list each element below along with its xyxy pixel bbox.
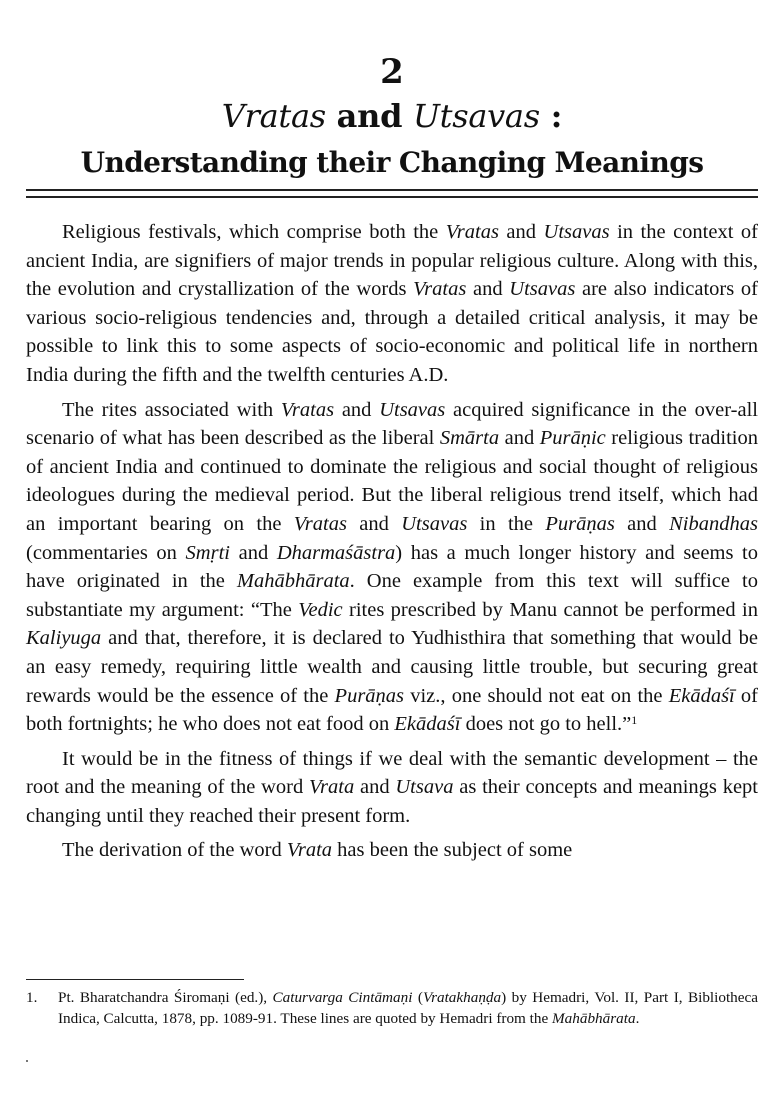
text-run: are also indicators of various socio-religious tendencies and, through a detailed critical analysis, it may be possible to link this to some aspects of socio-economic and political life in northern India during the fifth and the twelfth centuries A.D.	[26, 278, 758, 386]
text-run: viz., one should not eat on the	[404, 684, 669, 707]
italic-term: Utsavas	[509, 278, 576, 301]
italic-term: Nibandhas	[669, 512, 758, 535]
title-colon: :	[539, 97, 563, 135]
text-run: and	[346, 512, 402, 535]
chapter-title-line1	[26, 96, 758, 136]
italic-term: Utsava	[395, 776, 454, 799]
title-and: and	[325, 97, 414, 135]
text-run: religious tradition of ancient India and continued to dominate the religious and social thought of religious ideologues during the medieval period. But the liberal religious trend itself, which had an important bearing on the	[26, 427, 758, 535]
text-run: in the	[467, 512, 546, 535]
italic-term: Vrata	[286, 839, 333, 862]
italic-term: Caturvarga Cintāmaṇi	[272, 989, 413, 1006]
text-run: .	[635, 1009, 640, 1027]
title-rule-bottom	[26, 196, 758, 198]
italic-term: Vratas	[293, 512, 347, 535]
italic-term: Vratas	[413, 278, 467, 301]
text-run: The rites associated with	[62, 398, 281, 421]
footnote-ref: 1	[631, 713, 638, 728]
text-run: (	[412, 989, 423, 1006]
italic-term: Ekādaśī	[668, 684, 735, 707]
italic-term: Utsavas	[379, 398, 446, 421]
italic-term: Vratas	[445, 221, 499, 243]
text-run: does not go to hell.”	[460, 713, 632, 736]
text-run: as their concepts and meanings kept changing until they reached their present form.	[26, 776, 758, 827]
text-run: Pt. Bharatchandra Śiromaṇi (ed.),	[58, 989, 273, 1006]
text-run: and	[466, 278, 510, 301]
chapter-title-line2: Understanding their Changing Meanings	[80, 146, 704, 179]
footnote	[26, 988, 758, 1029]
paragraph	[26, 836, 758, 865]
text-run: and	[334, 398, 380, 421]
text-run: Religious festivals, which comprise both the	[62, 221, 446, 243]
paragraph	[26, 745, 758, 831]
text-run: and	[499, 427, 540, 450]
italic-term: Utsavas	[401, 512, 468, 535]
text-run: has been the subject of some	[332, 839, 573, 862]
text-run: and	[498, 221, 544, 243]
text-run: rites prescribed by Manu cannot be performed in	[342, 598, 758, 621]
italic-term: Mahābhārata	[552, 1009, 636, 1027]
text-run: The derivation of the word	[62, 839, 287, 862]
italic-term: Smārta	[439, 427, 500, 450]
text-run: and	[229, 541, 277, 564]
italic-term: Purāṇas	[334, 684, 405, 707]
text-run: acquired significance in the over-all scenario of what has been described as the liberal	[26, 398, 758, 450]
italic-term: Vrata	[309, 776, 355, 799]
italic-term: Purāṇic	[539, 427, 606, 450]
footnote-text	[58, 988, 758, 1029]
text-run: and	[354, 776, 396, 799]
italic-term: Vedic	[298, 598, 343, 621]
body-text	[26, 218, 758, 871]
text-run: and that, therefore, it is declared to Yudhisthira that something that would be an easy remedy, requiring little wealth and causing little trouble, but securing great rewards would be the essence of the	[26, 627, 758, 707]
title-vratas: Vratas	[221, 97, 326, 135]
italic-term: Vratakhaṇḍa	[422, 989, 502, 1006]
italic-term: Kaliyuga	[26, 627, 102, 650]
text-run: in the context of ancient India, are signifiers of major trends in popular religious culture. Along with this, the evolution and crystallization of the words	[26, 221, 758, 301]
title-rule-top	[26, 189, 758, 191]
text-run: . One example from this text will suffice to substantiate my argument: “The	[26, 570, 758, 621]
text-run: ) has a much longer history and seems to have originated in the	[26, 541, 758, 593]
italic-term: Vratas	[280, 398, 335, 421]
text-run: and	[614, 512, 670, 535]
text-run: of both fortnights; he who does not eat food on	[26, 684, 759, 736]
text-run: (commentaries on	[26, 541, 186, 564]
italic-term: Mahābhārata	[236, 570, 350, 593]
italic-term: Purāṇas	[545, 512, 615, 535]
paragraph	[26, 218, 758, 390]
italic-term: Utsavas	[543, 221, 610, 243]
scan-speck	[26, 1060, 28, 1062]
italic-term: Dharmaśāstra	[276, 541, 396, 564]
chapter-number: 2	[380, 52, 404, 92]
italic-term: Ekādaśī	[394, 713, 461, 736]
footnote-separator	[26, 979, 244, 980]
footnote-number: 1.	[26, 989, 38, 1006]
text-run: It would be in the fitness of things if we deal with the semantic development – the root and the meaning of the word	[26, 747, 758, 799]
paragraph	[26, 396, 758, 739]
italic-term: Smṛti	[185, 541, 230, 564]
text-run: ) by Hemadri, Vol. II, Part I, Bibliotheca Indica, Calcutta, 1878, pp. 1089-91. These lines are quoted by Hemadri from the	[58, 989, 759, 1027]
title-utsavas: Utsavas	[413, 97, 540, 135]
